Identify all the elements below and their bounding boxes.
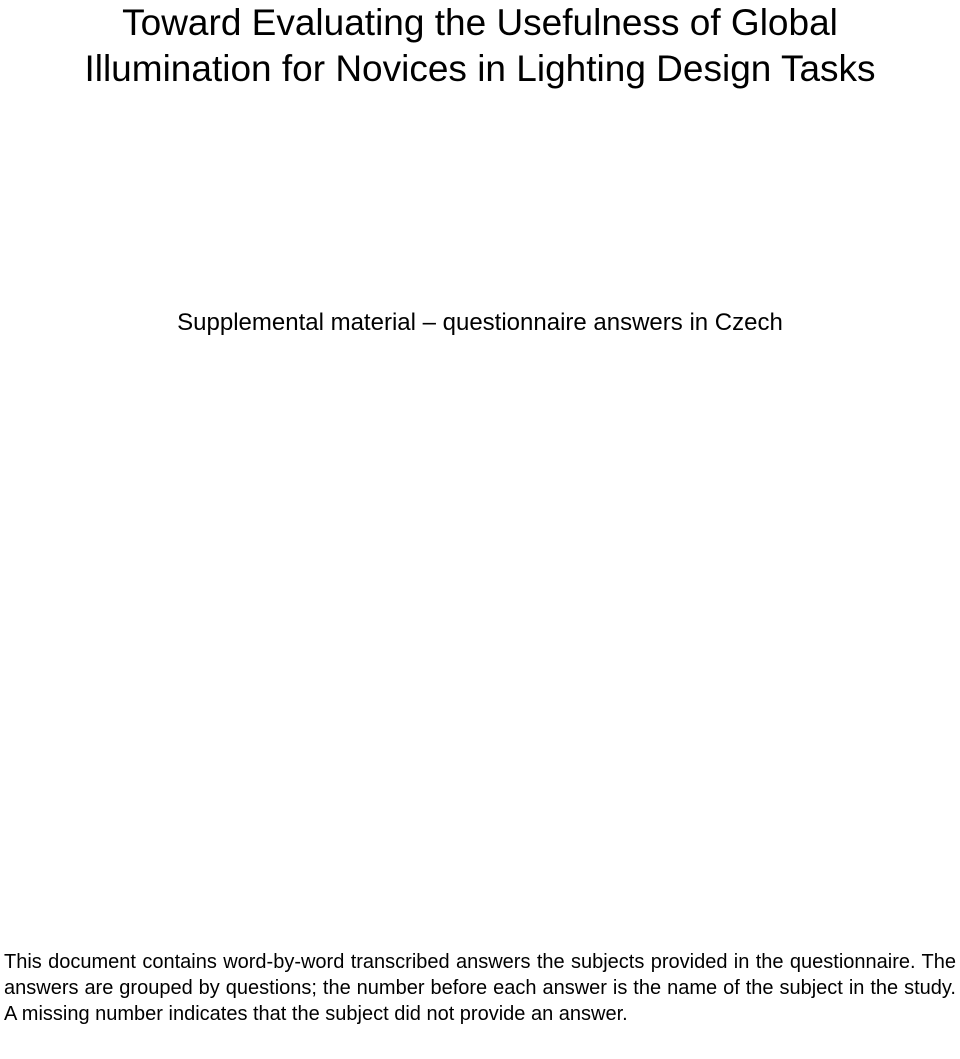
intro-paragraph: This document contains word-by-word transcribed answers the subjects provided in the questionnaire. The answers are grouped by questions; the number before each answer is the name of the subject in the study. A missing number indicates that the subject did not provide an answer. [4,951,956,1025]
title-line-1: Toward Evaluating the Usefulness of Global [122,2,838,43]
page-title [0,0,960,92]
subtitle: Supplemental material – questionnaire answers in Czech [177,309,783,336]
title-line-2: Illumination for Novices in Lighting Design Tasks [84,48,876,89]
